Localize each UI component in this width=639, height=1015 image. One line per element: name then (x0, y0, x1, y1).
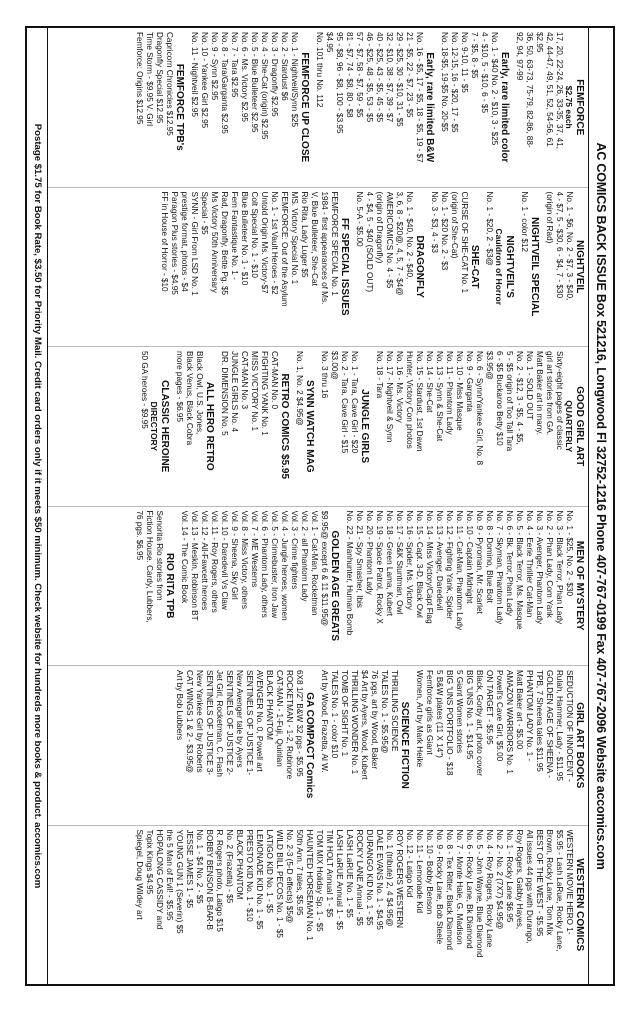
catalog-entry: No. 2 - Stardust $6 (280, 32, 289, 101)
catalog-entry: No. 1 - $4 No. 2 - $5 (195, 829, 204, 904)
catalog-entry: No. 1 - Tara, Cave Girl - $20 (350, 351, 359, 454)
catalog-entry: TPB, 7 Sheena tales $11.95 (535, 670, 544, 772)
catalog-entry: No. 2 (Frazetta) - $5 (225, 829, 234, 904)
catalog-entry: R. Rogers photo, Latigo $15 (215, 829, 224, 932)
catalog-entry: LASH LaRUE Annual 1 - $5 (335, 829, 344, 931)
catalog-page (25, 26, 615, 986)
catalog-entry: No. 1 - Nightveil/Synn $25 (290, 32, 299, 128)
catalog-entry: New Yankee Girl by Roberts (195, 670, 204, 773)
catalog-entry: Vol. 7 - ME Westerns (250, 510, 259, 588)
catalog-section (344, 511, 585, 662)
catalog-entry: No. 9-10, 11 - $5 (460, 32, 469, 93)
catalog-entry: YOUNG GUN 1 (Severin) $5 (175, 829, 184, 934)
catalog-entry: No. 7 - Skyman, Phantom Lady (495, 510, 504, 625)
catalog-entry: TIM HOLT Annual 1 - $5 (325, 829, 334, 918)
catalog-entry: Hunter, Victory Con photos (405, 351, 414, 449)
catalog-entry: BOBBY BENSON B-BAR-B (205, 829, 214, 930)
catalog-entry: 17, 20, 22-24, 26, 33-35, 37, 41, (555, 32, 564, 149)
catalog-entry: No. 11 - Cat-Man, Phantom Lady (455, 510, 464, 631)
catalog-entry: TALES No. 1 - color $10 (330, 670, 339, 759)
catalog-entry: Colt Special No. 1 - $10 (250, 191, 259, 278)
catalog-entry: Art by Bob Lubbers (175, 670, 184, 741)
section-title: FF SPECIAL ISSUES (339, 217, 350, 316)
catalog-entry: FF in House of Horror - $10 (160, 191, 169, 292)
catalog-entry: $3.95@ (485, 351, 494, 380)
catalog-entry: CAT-MAN - 1-Fuji, Quinlan (275, 670, 284, 767)
catalog-entry: No. 16 - Ms. Victory (395, 351, 404, 423)
catalog-entry: No. 14 - Miss Victory/Capt Flag (425, 510, 434, 624)
catalog-entry: Vol. 1 - Cat-Man, Rocketman (310, 510, 319, 616)
catalog-entry: MS. Victory Special No. 1 (290, 191, 299, 285)
catalog-entry: No. 1 - $20 No. 2 - $3 (440, 191, 449, 271)
catalog-entry: No. 8 - Domino, Blue Bolt (485, 510, 494, 603)
catalog-entry: Spiegel, Doug Wildey art (135, 829, 144, 920)
catalog-entry: No. 10 - Captain Midnight (465, 510, 474, 604)
catalog-entry: CAT-MAN No. 0 (270, 351, 279, 410)
catalog-entry: FEMFORCE: Out of the Asylum (280, 191, 289, 307)
catalog-entry: TALES No. 1 - $5.95@ (380, 670, 389, 754)
catalog-entry: Art by Wood, Frazetta, Al W. (320, 670, 329, 773)
catalog-entry: 3, 6, 8 - $20@, 4, 5, 7 - $4@ (395, 191, 404, 296)
catalog-entry: No. 101 thru No. 112 (315, 32, 324, 108)
catalog-entry: No. 5 - Blue Bulleteer $2.95 (250, 32, 259, 133)
catalog-entry: 4 - $4, 5 - $40 (SOLD OUT) (365, 191, 374, 293)
catalog-entry: Vol. 4 - Jungle heroes, women (280, 510, 289, 621)
section-title: RETRO COMICS $5.95 (279, 373, 290, 480)
catalog-entry: No. 15 - Stardust, 1st Dawn (415, 351, 424, 452)
catalog-section (139, 351, 170, 502)
catalog-entry: SYNN - Girl From LSD No. 1 (190, 191, 199, 296)
section-title: NIGHTVEIL (574, 240, 585, 294)
catalog-entry: TOM MIX Holiday Sp. 1 - $5 (315, 829, 324, 932)
section-title: MEN OF MYSTERY (574, 540, 585, 631)
catalog-entry: 5 - $5 origin of Too Tall Tara (505, 351, 514, 452)
catalog-entry: more pages - $6.95 (175, 351, 184, 423)
catalog-entry: No. 7 - Tara $2.95 (230, 32, 239, 98)
catalog-entry: 76 pgs. $6.95 (135, 510, 144, 561)
catalog-entry: V, Blue Bulleteer, She-Cat (310, 191, 319, 286)
catalog-entry: No. 5 - John Wayne, Blue Diamond (475, 829, 484, 958)
catalog-entry: TOMB OF SIGHT No. 1 (340, 670, 349, 757)
catalog-entry: No. 6 - Bk. Terror, Phan Lady (505, 510, 514, 616)
catalog-section (159, 192, 350, 343)
catalog-section (319, 670, 410, 821)
catalog-entry: Black Venus, Black Cobra (185, 351, 194, 446)
catalog-entry: AMAZON WARRIORS No. 1 (505, 670, 514, 774)
catalog-entry: Vol. 13 - Meskin, Robinson BT (190, 510, 199, 621)
catalog-entry: 32 - $10, 38 - $7, 39 - $7 (385, 32, 394, 123)
catalog-entry: No. 5-A - $5.00 (355, 191, 364, 247)
catalog-section (319, 351, 370, 502)
catalog-entry: Sixty-eight pages of classic (555, 351, 564, 450)
catalog-entry: No. 12-15, 16 - $20, 17 - $5 (450, 32, 459, 133)
catalog-entry: $4.95 (325, 32, 334, 53)
catalog-entry: GOLDEN AGE OF SHEENA - (545, 670, 554, 778)
catalog-entry: 29 - $25, 30 - $10, 31 - $5 (395, 32, 404, 127)
catalog-entry: Dragonfly Special $12.95 (155, 32, 164, 124)
catalog-entry: No. 12 - Fighting Yank, Spider (445, 510, 454, 620)
catalog-entry: No. 1 - $6, No. 2 - $7, 3 - $40, (565, 191, 574, 301)
catalog-entry: $4 Art by Ayers, Wood, Kubert (360, 670, 369, 780)
catalog-entry: PHANTOM LADY No. 1 - (525, 670, 534, 762)
catalog-entry: LEMONADE KID No. 1 - $5 (255, 829, 264, 930)
catalog-column (48, 826, 588, 985)
catalog-entry: 1984 - first appearances of Ms. (320, 191, 329, 305)
catalog-section (174, 670, 315, 821)
catalog-footer: Postage $1.75 for Book Rate, $3.50 for Priority Mail. Credit card orders only if it meets $50 minimum. Check website for hundreds more books & product. accomics.com (27, 28, 48, 984)
catalog-entry: Vol. 8 - Miss Victory, others (240, 510, 249, 609)
catalog-entry: Ms Victory 50th Anniversary (210, 191, 219, 293)
section-title: DRAGONFLY (414, 235, 425, 298)
catalog-entry: No. 2 - Tara, Cave Girl - $15 (340, 351, 349, 454)
catalog-section (439, 32, 510, 183)
catalog-entry: No. 1 - $40, No. 2 - $40, (405, 191, 414, 280)
catalog-entry: 6X8 1/2" B&W 32 pgs - $5.95 (295, 670, 304, 777)
catalog-entry: No. 9 - Synn $2.95 (210, 32, 219, 101)
section-title: GOOD GIRL ART (574, 386, 585, 467)
catalog-entry: SENTINELS OF JUSTICE 1- (245, 670, 254, 776)
catalog-section (354, 192, 425, 343)
catalog-entry: 4 - $7, 5 - $30, 6 - $4, 7 - $30 (555, 191, 564, 299)
catalog-entry: No. 18 - Green Lama, Kubert (385, 510, 394, 617)
catalog-entry: No. 9 - Garganta (465, 351, 474, 412)
catalog-entry: No. 3 - Dragonfly $2.95 (270, 32, 279, 117)
catalog-entry: ROCKY LANE Annual - $5 (355, 829, 364, 926)
section-title: WESTERN COMICS (574, 858, 585, 952)
catalog-entry: LATIGO KID No. 1 - $5 (265, 829, 274, 914)
catalog-entry: THRILLING SCIENCE (390, 670, 399, 752)
catalog-entry: No. 2 - $12, 3 - $5, 4 - $5, (515, 351, 524, 445)
catalog-section (179, 511, 340, 662)
catalog-entry: Vol. 2 - all Phantom Lady (300, 510, 309, 602)
section-title: GA COMPACT Comics (304, 692, 315, 799)
section-title: SYNN WATCH MAG (304, 379, 315, 473)
catalog-entry: Powell's Cave Girl, $5.00 (495, 670, 504, 762)
catalog-entry: No. 6 - Synn/Yankee Girl, No. 8 (475, 351, 484, 466)
catalog-entry: 6 - $5 Buckaroo Betty $10 (495, 351, 504, 446)
section-title: JUNGLE GIRLS (359, 389, 370, 464)
catalog-entry: No. 5 - Black Terror, Ms. Masque (515, 510, 524, 630)
section-subtitle: $2.75 each (564, 85, 574, 129)
catalog-entry: All issues 44 pgs with Durango, (525, 829, 534, 944)
catalog-entry: 5 B&W plates (11 X 14") (435, 670, 444, 758)
catalog-entry: DALE EVANS No. 1 - $4.95 (375, 829, 384, 930)
catalog-entry: No. 4 - She-Cat (origin) $2.95 (260, 32, 269, 140)
catalog-entry: AMERICOMICS No. 4 - $5 (385, 191, 394, 289)
catalog-entry: JUNGLE GIRLS No. 4 (230, 351, 239, 432)
catalog-entry: Blue Bulleteer No. 1 - $10 (240, 191, 249, 286)
section-subtitle: DIRECTORY (149, 401, 159, 452)
catalog-entry: Vol. 3 - Crime fighters (290, 510, 299, 590)
catalog-entry: No. 1 - Rocky Lane $6.95 (505, 829, 514, 923)
catalog-entry: New Avenger tale by Ayers (235, 670, 244, 768)
catalog-section (519, 192, 540, 343)
catalog-header: AC COMICS BACK ISSUE Box 521216, Longwood Fl 32752-1216 Phone 407-767-0199 Fax 407-767-2096 Website accomics.com (588, 28, 613, 984)
catalog-entry: 4 - $10, 5 - $10, 6 - $5 (480, 32, 489, 114)
catalog-entry: SENTINELS OF JUSTICE 3- (205, 670, 214, 776)
section-title: CLASSIC HEROINE (159, 380, 170, 473)
catalog-entry: No. 10 - Yankee Girl $2.95 (200, 32, 209, 129)
catalog-entry: No. 9 - Pyroman, Mr. Scarlet (475, 510, 484, 614)
catalog-entry: No. 3 - Avenger, Phantom Lady (535, 510, 544, 625)
section-title: NIGHTVEIL'S (504, 235, 515, 298)
catalog-entry: Femforce: Origins $12.95 (135, 32, 144, 125)
catalog-entry: 7 - $5, 8 - $5 (470, 32, 479, 79)
catalog-entry: CURSE OF SHE-CAT No. 1 (460, 191, 469, 294)
catalog-section (514, 32, 585, 183)
catalog-entry: Women, Art by Mark Heike (415, 670, 424, 768)
catalog-entry: SEDUCTION OF INNOCENT - (565, 670, 574, 782)
catalog-entry: No. 8 - Tara/Garganta $2.95 (220, 32, 229, 134)
section-title: Early, rare limited color (499, 52, 510, 163)
catalog-entry: Vol. 5 - Crimebuster, Iron Jaw (270, 510, 279, 618)
catalog-section (374, 351, 585, 502)
section-title: GIRL ART BOOKS (574, 702, 585, 789)
catalog-entry: No. 11 - Lemonade Kid (415, 829, 424, 914)
catalog-entry: CAT-MAN No. 3 (240, 351, 249, 410)
catalog-entry: No. 11 - Phantom Lady (445, 351, 454, 435)
catalog-entry: No. 6 - Rocky Lane, Bk Diamond (465, 829, 474, 949)
catalog-entry: No. 20 - Phantom Lady (365, 510, 374, 595)
catalog-entry: No. 7 - Monte Hale, G. Madison (455, 829, 464, 945)
catalog-section (134, 32, 185, 183)
catalog-entry: No. 1 - $25, No. 2 - $30 (565, 510, 574, 597)
catalog-entry: No. 6 - Ms. Victory $2.95 (240, 32, 249, 122)
catalog-entry: MISS VICTORY No. 1 (250, 351, 259, 432)
catalog-entry: Senorita Rio stories from (155, 510, 164, 601)
catalog-entry: BEST OF THE WEST - $5.95 (535, 829, 544, 937)
catalog-entry: $3.00@ (330, 351, 339, 380)
catalog-entry: HAUNTED HORSEMAN No. 1 (305, 829, 314, 941)
catalog-entry: No. 19 - Space Patrol, Rocky X (375, 510, 384, 624)
catalog-entry: $9.95@ except 6 & 11 $11.95@ (320, 510, 329, 627)
catalog-entry: No. 1 - SOLD OUT (525, 351, 534, 420)
catalog-entry: SENTINELS OF JUSTICE 2- (225, 670, 234, 776)
catalog-entry: (origin of Dragonfly) (375, 191, 384, 264)
catalog-entry: CAT WINGS 1 & 2 - $3.95@ (185, 670, 194, 774)
catalog-entry: FIGHTING YANK No. 1 (260, 351, 269, 436)
section-title: ALL HERO RETRO (204, 381, 215, 471)
catalog-entry: Fiction House. Cardy, Lubbers, (145, 510, 154, 623)
catalog-entry: WESTERN MOVIE HERO 1- (565, 829, 574, 935)
catalog-section (189, 32, 310, 183)
catalog-entry: HOPALONG CASSIDY and (155, 829, 164, 930)
catalog-entry: DURANGO KID No. 1 - $5 (365, 829, 374, 926)
catalog-entry: No. 1, No. 2 $4.95@ (295, 351, 304, 426)
catalog-entry: No. 3 - $3, 4 - $3 (430, 191, 439, 253)
catalog-entry: No. 9 - Rocky Lane, Bob Steele (435, 829, 444, 945)
catalog-entry: 57 - $7, 58 - $7, 59 - $5 (355, 32, 364, 118)
catalog-entry: 36, 50, 63-73, 75-79, 82-86, 88- (525, 32, 534, 148)
catalog-entry: No. 3 - Black Terror, Phan Lady (555, 510, 564, 625)
catalog-column (48, 666, 588, 826)
catalog-entry: THRILLING WONDER No. 1 (350, 670, 359, 775)
catalog-entry: Untold Origin Ms. Victory-$7 (260, 191, 269, 294)
catalog-entry: Topix Kings $4.95 (145, 829, 154, 895)
catalog-entry: No. 13 - Avenger, Daredevil (435, 510, 444, 611)
catalog-entry: No. 15 - Capt. 3-D, Black Owl (415, 510, 424, 618)
catalog-entry: No. 4 - Roy Rogers, Rocky Lane (485, 829, 494, 948)
catalog-section (174, 351, 215, 502)
catalog-columns (48, 28, 588, 984)
catalog-entry: (origin of Rad) (545, 191, 554, 244)
catalog-entry: Vol. 11 - Roy Rogers, others (210, 510, 219, 613)
section-title: NIGHTVEIL SPECIAL (529, 217, 540, 317)
catalog-entry: No. 2-3 (5-D effects) $5@ (285, 829, 294, 924)
catalog-entry: No. 1 - $20, 2 - $3@ (485, 191, 494, 266)
catalog-entry: No. 10 - Miss Masque (455, 351, 464, 431)
catalog-entry: No. 1 (tribute) 2, 4 $4.95@ (385, 829, 394, 927)
catalog-entry: Brown, Rocky Lane, Tom Mix (545, 829, 554, 936)
section-title: GOLDEN AGE GREATS (329, 530, 340, 642)
catalog-entry: girl art stories from GA. (545, 351, 554, 436)
catalog-entry: BIG 'UNS No. 1 - $14.95 (465, 670, 474, 760)
catalog-entry: Femforce girls as Giant (425, 670, 434, 755)
catalog-section (414, 670, 585, 821)
catalog-entry: ON TARGET - $5.95 (485, 670, 494, 745)
catalog-entry: Capricorn Chronicles $12.95 (165, 32, 174, 136)
catalog-entry: Vol. 14 - The Comic Book (180, 510, 189, 604)
catalog-entry: No. 1 - $40 No. 2 - $10, 3 - $25 (490, 32, 499, 146)
catalog-entry: WILD BILL PECOS No. 1 - $5 (275, 829, 284, 938)
section-title: SHE-CAT (469, 244, 480, 289)
catalog-entry: 42, 44-47, 49, 51, 52, 54-56, 61 (545, 32, 554, 147)
catalog-entry: Special - $5 (200, 191, 209, 235)
catalog-entry: No. 2 - Phan Lady, Com Yank (545, 510, 554, 618)
catalog-entry: Rad, Dragonfly, Bette Pg. $5 (220, 191, 229, 296)
catalog-entry: No. 16 - $5, 17 - $5, 18 - $5, 19 - $7 (415, 32, 424, 163)
catalog-entry: No. 13 - Synn & She-Cat (435, 351, 444, 442)
catalog-entry: No. 10 - Bobby Benson (425, 829, 434, 915)
catalog-section (544, 192, 585, 343)
catalog-section (314, 32, 435, 183)
catalog-entry: 95 - $8, 96 - $8, 100 - $3.95 (335, 32, 344, 134)
section-title: FEMFORCE TPB's (174, 63, 185, 151)
catalog-section (484, 192, 515, 343)
catalog-entry: No. 17 - Nightveil & Synn (385, 351, 394, 443)
catalog-entry: Vol. 6 - Phantom Lady, others (260, 510, 269, 618)
catalog-entry: 50th Ann. 7 tales, $5.95 (295, 829, 304, 916)
catalog-entry: BLACK PHANTOM (265, 670, 274, 740)
catalog-entry: JESSE JAMES 1 - $5 (185, 829, 194, 909)
catalog-entry: FEMFORCE SPECIAL No. 1 (330, 191, 339, 296)
catalog-entry: No. 11 - Nightveil $2.95 (190, 32, 199, 117)
catalog-entry: (origin of She-Cat) (450, 191, 459, 259)
catalog-entry: prestige format, photos - $4 (180, 191, 189, 292)
catalog-entry: Vol. 12 - All-Fawcett heroes (200, 510, 209, 611)
catalog-column (48, 188, 588, 348)
catalog-entry: No. 17 - S&K Stuntman, Owl (395, 510, 404, 615)
catalog-entry: DR. DIMENSION No. 5 (220, 351, 229, 436)
catalog-entry: Jet Girl, Rocketman, C. Flash (215, 670, 224, 777)
catalog-entry: AVENGER No. 0, Powell art (255, 670, 264, 772)
catalog-entry: No. 18-$5, 19-$5 No. 20-$5 (440, 32, 449, 132)
catalog-entry: BLACK PHANTOM (235, 829, 244, 900)
catalog-section (134, 511, 175, 662)
catalog-entry: 46 - $25, 48 - $5, 53 - $5 (365, 32, 374, 123)
catalog-entry: Roy Rogers, Gabby Hayes, (515, 829, 524, 930)
catalog-entry: 50 GA heroes - $9.95 (140, 351, 149, 429)
catalog-column (48, 347, 588, 507)
catalog-entry: Time Storm - $9.95 V. Girl (145, 32, 154, 127)
section-subtitle: Cauldron of Horror (494, 228, 504, 305)
catalog-section (294, 351, 315, 502)
catalog-entry: No. 8 - Tex Ritter, Black Diamond (445, 829, 454, 950)
catalog-entry: Black Owl, U.S. Jones, (195, 351, 204, 435)
catalog-section (134, 830, 585, 981)
catalog-entry: Rio Rita, Lady Luger $5 (300, 191, 309, 278)
section-title: RIO RITA TPB (164, 552, 175, 619)
catalog-column (48, 507, 588, 667)
catalog-entry: 21 - $5, 22 - $7, 23 - $5 (405, 32, 414, 118)
catalog-entry: LASH LaRUE No. 1 - $5 (345, 829, 354, 918)
catalog-entry: No. 1 - color $12 (520, 191, 529, 253)
catalog-column (48, 28, 588, 188)
catalog-entry: No. 14 - She-Cat (425, 351, 434, 413)
catalog-entry: $5.95 - Lash LaRue, Rocky Lane, (555, 829, 564, 952)
catalog-entry: No. 4 - Eerie Thriller Cat-Man (525, 510, 534, 618)
catalog-entry: No. 22 - Manhunter, Human Bomb (345, 510, 354, 636)
catalog-section (429, 192, 480, 343)
catalog-entry: Fem Fantastique No. 1 - (230, 191, 239, 280)
catalog-entry: 81 - $7, 74 - $8, 80 - $8 (345, 32, 354, 118)
section-subtitle: QUARTERLY (564, 400, 574, 453)
catalog-entry: No. 18 - Tara (375, 351, 384, 399)
catalog-entry: No. 16 - Spider, Ms. Victory (405, 510, 414, 611)
catalog-entry: No. 21 - Spy Smasher, Ibis (355, 510, 364, 608)
catalog-entry: Vol. 10 - Daredevil Vs Claw (220, 510, 229, 610)
section-title: Early, rare limited B&W (424, 52, 435, 163)
catalog-entry: $2.95 (535, 32, 544, 53)
catalog-entry: Matt Baker art - $5.00 (515, 670, 524, 750)
catalog-section (219, 351, 290, 502)
catalog-entry: No. 3 thru 16 (320, 351, 329, 399)
catalog-entry: Matt Baker art in many. (535, 351, 544, 436)
catalog-entry: BIG 'UNS PORTFOLIO - $18 (445, 670, 454, 776)
catalog-entry: No. 2 - No. 2 (7X7) $4.95@ (495, 829, 504, 930)
catalog-entry: Vol. 9 - Sheena, Sky Girl (230, 510, 239, 600)
catalog-entry: PRESTO KID No. 1 - $10 (245, 829, 254, 922)
section-title: FEMFORCE UP CLOSE (299, 52, 310, 163)
catalog-entry: Black, Gorby art, photo cover (475, 670, 484, 777)
section-title: SCIENCE FICTION (399, 701, 410, 789)
catalog-entry: 76 pgs, art by Wood, Baker (370, 670, 379, 770)
catalog-entry: ROCKETMAN - 1-2, Rubinore (285, 670, 294, 780)
catalog-entry: No. 12 - Latigo Kid (405, 829, 414, 898)
catalog-entry: 92, 94, 97-99 (515, 32, 524, 81)
catalog-entry: ROY ROGERS WESTERN (395, 829, 404, 929)
catalog-entry: Paragon Plus stories - $4.95 (170, 191, 179, 295)
catalog-entry: 40 - $25, 43 - $5, 45 - $5 (375, 32, 384, 123)
catalog-entry: the 5 Man of Evil! - $5.95 (165, 829, 174, 921)
catalog-entry: Rulah, Hammer, Lady - $11.95 (555, 670, 564, 781)
catalog-entry: No. 1 - 1st Vault Heroes - $2 (270, 191, 279, 295)
section-title: FEMFORCE (574, 79, 585, 136)
catalog-entry: 5 Giant Women stories (455, 670, 464, 754)
